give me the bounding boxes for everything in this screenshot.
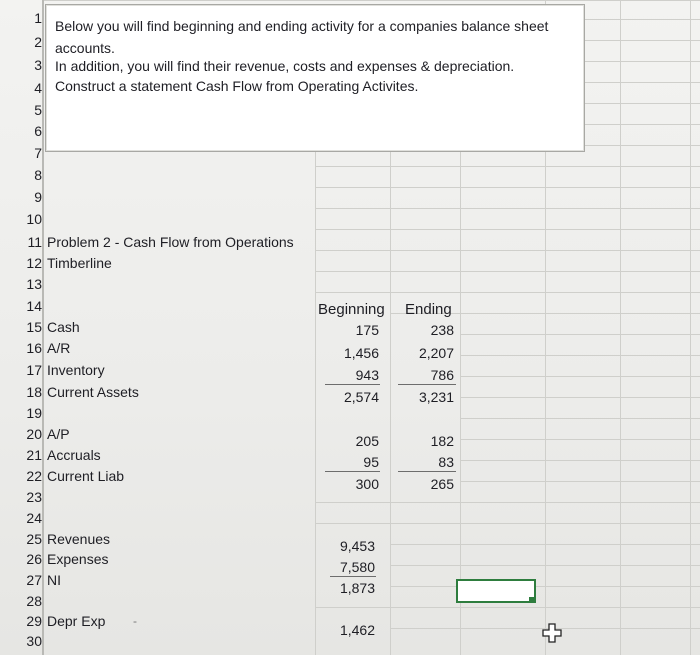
- row-header[interactable]: 16: [26, 340, 42, 356]
- row-header[interactable]: 30: [26, 633, 42, 649]
- row-header[interactable]: 26: [26, 551, 42, 567]
- current-liab-ending[interactable]: 265: [430, 476, 454, 492]
- instructions-textbox[interactable]: [45, 4, 585, 152]
- row-header[interactable]: 24: [26, 510, 42, 526]
- ar-beginning[interactable]: 1,456: [343, 345, 379, 361]
- row-header[interactable]: 14: [26, 298, 42, 314]
- row-header[interactable]: 10: [26, 211, 42, 227]
- row-header[interactable]: 2: [34, 34, 42, 50]
- instructions-line: Construct a statement Cash Flow from Operating Activites.: [55, 78, 419, 94]
- sum-underline: [325, 384, 380, 385]
- instructions-line: accounts.: [55, 40, 115, 56]
- row-header[interactable]: 20: [26, 426, 42, 442]
- ap-ending[interactable]: 182: [430, 433, 454, 449]
- row-header[interactable]: 19: [26, 405, 42, 421]
- row-header[interactable]: 8: [34, 167, 42, 183]
- ni-value[interactable]: 1,873: [339, 580, 375, 596]
- row-header[interactable]: 1: [34, 10, 42, 26]
- row-header[interactable]: 22: [26, 468, 42, 484]
- label-revenues: Revenues: [47, 531, 111, 547]
- accruals-ending[interactable]: 83: [438, 454, 454, 470]
- beginning-header: Beginning: [318, 301, 385, 318]
- row-header[interactable]: 6: [34, 123, 42, 139]
- row-header[interactable]: 27: [26, 572, 42, 588]
- label-ar: A/R: [47, 340, 71, 356]
- sum-underline: [398, 471, 456, 472]
- row-header[interactable]: 23: [26, 489, 42, 505]
- row-header[interactable]: 11: [27, 234, 42, 250]
- revenues-value[interactable]: 9,453: [339, 538, 375, 554]
- ap-beginning[interactable]: 205: [355, 433, 379, 449]
- row-header[interactable]: 25: [26, 531, 42, 547]
- inventory-ending[interactable]: 786: [430, 367, 454, 383]
- accruals-beginning[interactable]: 95: [363, 454, 379, 470]
- row-header[interactable]: 29: [26, 613, 42, 629]
- row-header[interactable]: 13: [26, 276, 42, 292]
- current-liab-beginning[interactable]: 300: [355, 476, 379, 492]
- label-accruals: Accruals: [47, 447, 101, 463]
- ending-header: Ending: [405, 301, 452, 318]
- row-header[interactable]: 18: [26, 384, 42, 400]
- current-assets-beginning[interactable]: 2,574: [343, 389, 379, 405]
- row-header[interactable]: 4: [34, 80, 42, 96]
- sum-underline: [398, 384, 456, 385]
- row-header[interactable]: 15: [26, 319, 42, 335]
- ar-ending[interactable]: 2,207: [418, 345, 454, 361]
- current-assets-ending[interactable]: 3,231: [418, 389, 454, 405]
- row-header[interactable]: 12: [26, 255, 42, 271]
- row-header[interactable]: 21: [26, 447, 42, 463]
- row-header[interactable]: 17: [26, 362, 42, 378]
- label-depr-exp: Depr Exp: [47, 613, 106, 629]
- sum-underline: [325, 471, 380, 472]
- label-expenses: Expenses: [47, 551, 109, 567]
- problem-title: Problem 2 - Cash Flow from Operations: [47, 234, 294, 250]
- label-cash: Cash: [47, 319, 80, 335]
- instructions-line: Below you will find beginning and ending activity for a companies balance sheet: [55, 18, 549, 34]
- fill-handle[interactable]: [529, 597, 534, 602]
- sum-underline: [330, 576, 376, 577]
- instructions-line: In addition, you will find their revenue, costs and expenses & depreciation.: [55, 58, 515, 74]
- depr-value[interactable]: 1,462: [339, 622, 375, 638]
- cash-ending[interactable]: 238: [430, 322, 454, 338]
- expenses-value[interactable]: 7,580: [339, 559, 375, 575]
- label-ni: NI: [47, 572, 61, 588]
- row-header[interactable]: 28: [26, 593, 42, 609]
- plus-cursor-icon: [542, 623, 562, 648]
- label-inventory: Inventory: [47, 362, 105, 378]
- label-current-assets: Current Assets: [47, 384, 139, 400]
- row-header[interactable]: 3: [34, 57, 42, 73]
- inventory-beginning[interactable]: 943: [355, 367, 379, 383]
- dash-mark: -: [133, 614, 137, 628]
- row-header[interactable]: 9: [34, 189, 42, 205]
- selected-cell[interactable]: [456, 579, 536, 603]
- row-header[interactable]: 7: [34, 145, 42, 161]
- company-name: Timberline: [47, 255, 112, 271]
- label-ap: A/P: [47, 426, 70, 442]
- label-current-liab: Current Liab: [47, 468, 125, 484]
- cash-beginning[interactable]: 175: [355, 322, 379, 338]
- row-header[interactable]: 5: [34, 102, 42, 118]
- row-header-divider: [42, 0, 44, 655]
